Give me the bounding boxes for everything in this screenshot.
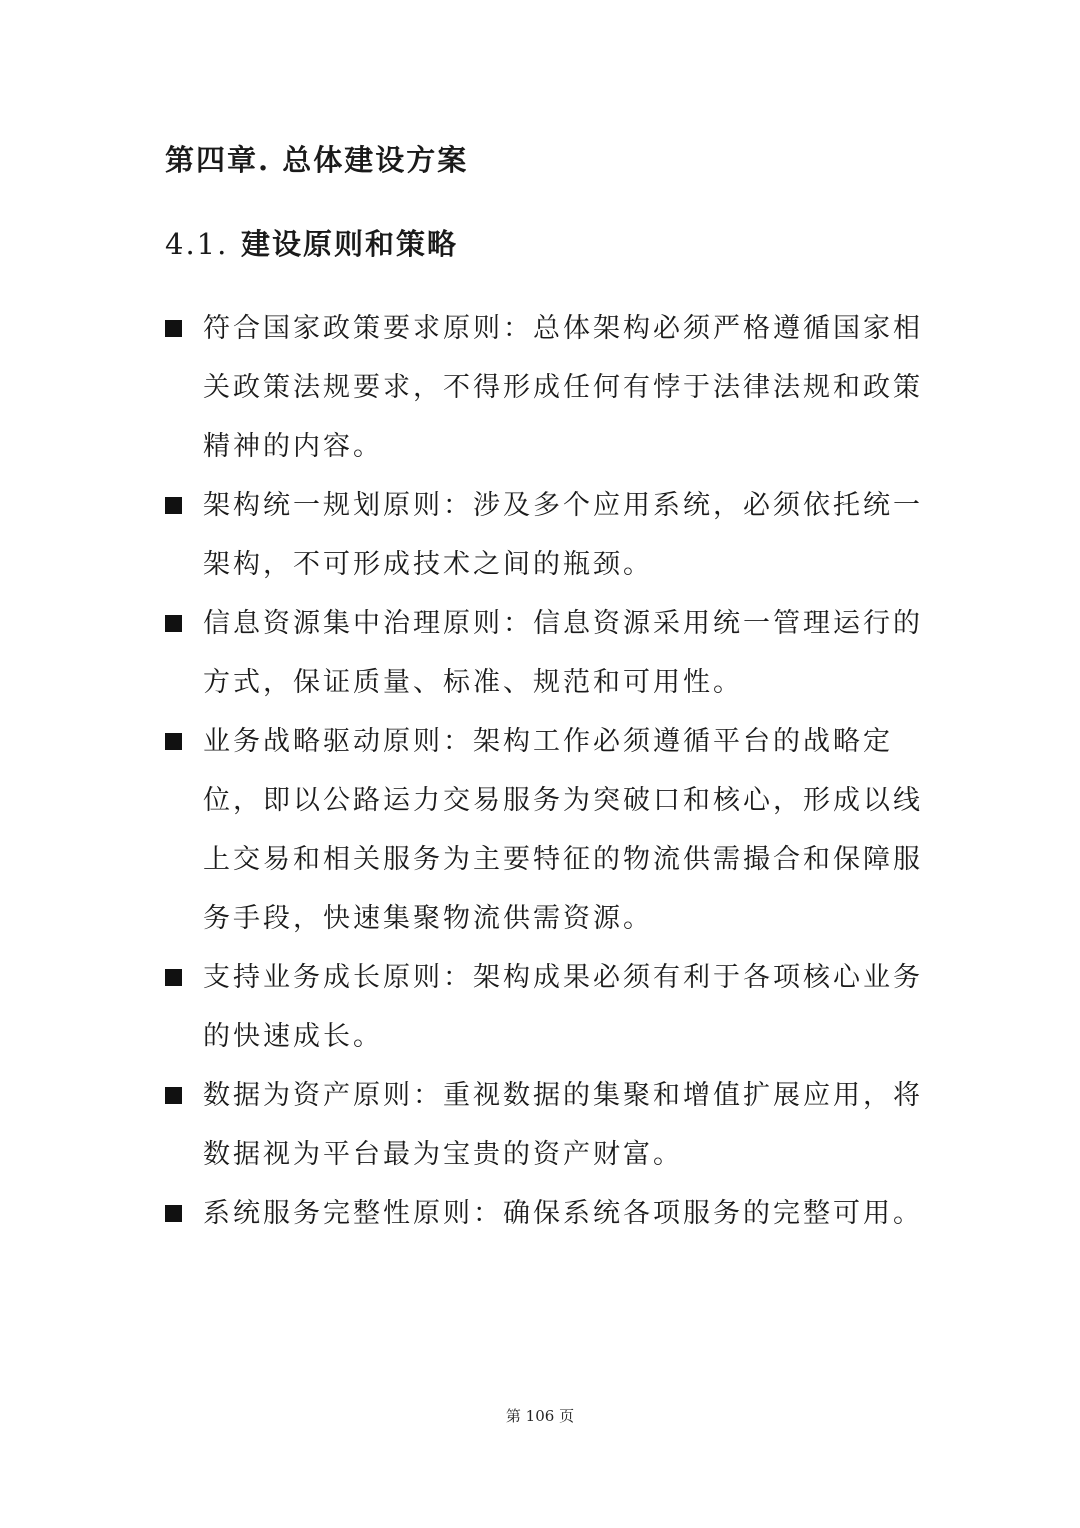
principle-item [165,712,925,948]
principle-item [165,1184,925,1243]
square-bullet-icon [165,1205,182,1222]
principle-text: 架构统一规划原则：涉及多个应用系统，必须依托统一架构，不可形成技术之间的瓶颈。 [203,490,923,580]
principle-text: 符合国家政策要求原则：总体架构必须严格遵循国家相关政策法规要求，不得形成任何有悖于法律法规和政策精神的内容。 [203,313,923,462]
principle-item [165,476,925,594]
page-number: 第 106 页 [505,1407,575,1425]
square-bullet-icon [165,969,182,986]
principle-item [165,1066,925,1184]
square-bullet-icon [165,497,182,514]
principle-text: 信息资源集中治理原则：信息资源采用统一管理运行的方式，保证质量、标准、规范和可用性。 [203,608,923,698]
section-title-text: 建设原则和策略 [241,227,459,261]
square-bullet-icon [165,733,182,750]
principle-text: 支持业务成长原则：架构成果必须有利于各项核心业务的快速成长。 [203,962,923,1052]
square-bullet-icon [165,615,182,632]
chapter-title: 第四章. 总体建设方案 [165,143,469,177]
square-bullet-icon [165,1087,182,1104]
principle-item [165,299,925,476]
principle-text: 业务战略驱动原则：架构工作必须遵循平台的战略定位，即以公路运力交易服务为突破口和核心，形成以线上交易和相关服务为主要特征的物流供需撮合和保障服务手段，快速集聚物流供需资源。 [203,726,923,934]
principle-item [165,948,925,1066]
section-title [165,222,458,266]
section-number: 4.1. [165,227,229,261]
principle-item [165,594,925,712]
principle-text: 系统服务完整性原则：确保系统各项服务的完整可用。 [203,1198,923,1229]
square-bullet-icon [165,320,182,337]
principles-list [165,299,925,1243]
principle-text: 数据为资产原则：重视数据的集聚和增值扩展应用，将数据视为平台最为宝贵的资产财富。 [203,1080,923,1170]
